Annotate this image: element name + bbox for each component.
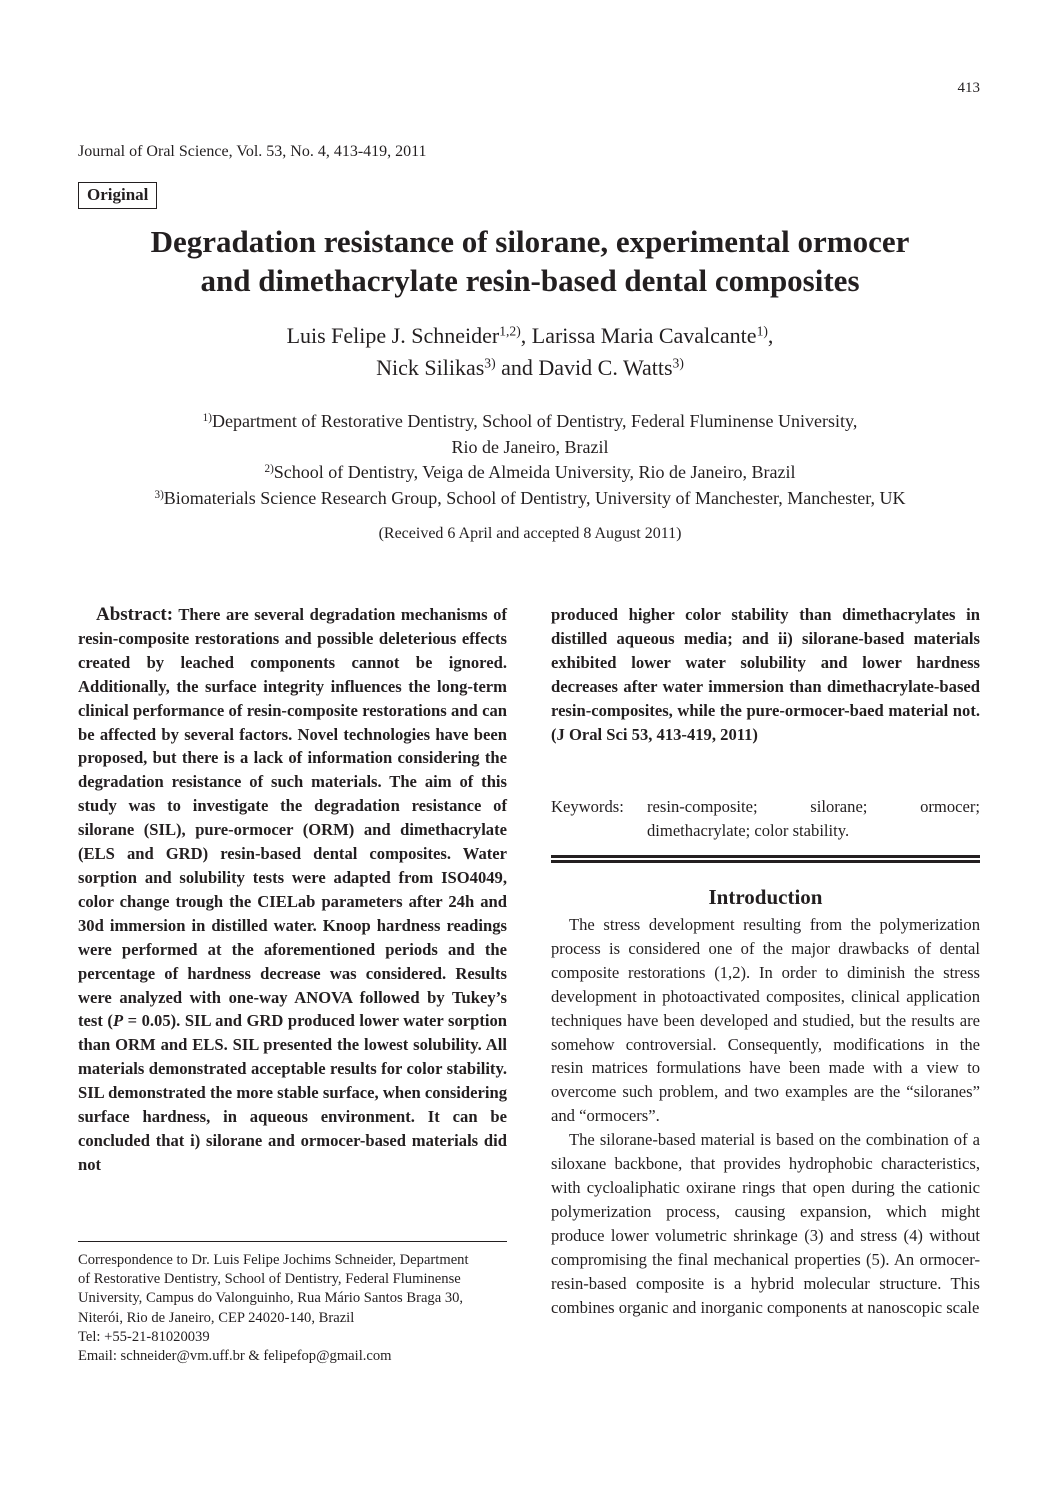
author-separator: ,	[767, 323, 774, 348]
author-line-2	[60, 352, 1000, 384]
author-line-1	[60, 320, 1000, 352]
affiliations	[60, 409, 1000, 511]
author-affiliation-mark: 1,2)	[499, 323, 521, 339]
correspondence-line: University, Campus do Valonguinho, Rua Mário Santos Braga 30,	[78, 1290, 464, 1307]
abstract-text-end: = 0.05). SIL and GRD produced lower water sorption than ORM and ELS. SIL presented the lowest solubility. All materials demonstrated acceptable results for color stability. SIL demonstrated the more stable surface, when considering surface hardness, in aqueous environment. It can be concluded that i) silorane and ormocer-based materials did not	[78, 1011, 507, 1174]
keywords-text: resin-composite; silorane; ormocer; dimethacrylate; color stability.	[647, 797, 980, 840]
introduction-paragraph: The stress development resulting from the polymerization process is considered one of the major drawbacks of dental composite restorations (1,2). In order to diminish the stress development in photoactivated composites, clinical application techniques have been developed and studied, but the results are somehow controversial. Consequently, modifications in the resin matrices formulations have been made with a view to overcome such problem, and two examples are the “siloranes” and “ormocers”.	[551, 915, 980, 1126]
section-divider	[551, 855, 980, 858]
section-divider	[551, 860, 980, 863]
correspondence-line: Niterói, Rio de Janeiro, CEP 24020-140, Brazil	[78, 1309, 355, 1326]
correspondence-email: Email: schneider@vm.uff.br & felipefop@gmail.com	[78, 1348, 392, 1365]
author-name: Larissa Maria Cavalcante	[531, 323, 757, 348]
keywords-block	[551, 795, 980, 843]
affiliation-mark: 1)	[202, 411, 212, 424]
author-separator: ,	[520, 323, 532, 348]
affiliation-mark: 3)	[154, 488, 164, 501]
correspondence-line: Correspondence to Dr. Luis Felipe Jochims Schneider, Department	[78, 1252, 469, 1268]
author-name: David C. Watts	[538, 355, 673, 380]
author-affiliation-mark: 3)	[672, 355, 684, 371]
affiliation-text: School of Dentistry, Veiga de Almeida University, Rio de Janeiro, Brazil	[273, 462, 796, 482]
affiliation-text: Biomaterials Science Research Group, School of Dentistry, University of Manchester, Manchester, UK	[163, 487, 906, 508]
affiliation-text: Department of Restorative Dentistry, School of Dentistry, Federal Fluminense University,	[211, 411, 858, 431]
footnote-divider	[78, 1241, 507, 1242]
author-affiliation-mark: 1)	[756, 323, 768, 339]
abstract-heading: Abstract:	[96, 604, 174, 625]
affiliation-2	[60, 460, 1000, 486]
affiliation-mark: 2)	[264, 462, 274, 475]
abstract-text: There are several degradation mechanisms of resin-composite restorations and possible deleterious effects created by leached components cannot be ignored. Additionally, the surface integrity influences the long-term clinical performance of resin-composite restorations and can be affected by several factors. Novel technologies have been proposed, but there is a lack of information considering the degradation resistance of such materials. The aim of this study was to investigate the degradation resistance of silorane (SIL), pure-ormocer (ORM) and dimethacrylate (ELS and GRD) resin-based dental composites. Water sorption and solubility tests were adapted from ISO4049, color change trough the CIELab parameters after 24h and 30d immersion in distilled water. Knoop hardness readings were performed at the aforementioned periods and the percentage of hardness decrease was considered. Results were analyzed with one-way ANOVA followed by Tukey’s test (	[78, 605, 507, 1031]
affiliation-1	[60, 409, 1000, 435]
paper-title	[60, 222, 1000, 300]
journal-reference: Journal of Oral Science, Vol. 53, No. 4, 413-419, 2011	[78, 143, 427, 160]
title-line-1: Degradation resistance of silorane, experimental ormocer	[150, 224, 910, 259]
author-affiliation-mark: 3)	[484, 355, 496, 371]
abstract-column-2: produced higher color stability than dimethacrylates in distilled aqueous media; and ii) silorane-based materials exhibited lower water solubility and lower hardness decreases after water immersion than dimethacrylate-based resin-composites, while the pure-ormocer-baed material not. (J Oral Sci 53, 413-419, 2011)	[551, 605, 980, 744]
introduction-paragraph: The silorane-based material is based on the combination of a siloxane backbone, that provides hydrophobic characteristics, with cycloaliphatic oxirane rings that open during the cationic polymerization process, causing expansion, which might produce lower volumetric shrinkage (3) and stress (4) without compromising the final mechanical properties (5). An ormocer-resin-based composite is a hybrid molecular structure. This combines organic and inorganic components at nanoscopic scale	[551, 1130, 980, 1317]
received-dates: (Received 6 April and accepted 8 August 2011)	[378, 525, 682, 542]
abstract-column-1	[78, 603, 507, 1177]
p-value-symbol: P	[112, 1011, 124, 1031]
introduction-body	[551, 913, 980, 1319]
author-name: Nick Silikas	[376, 355, 485, 380]
title-line-2: and dimethacrylate resin-based dental composites	[200, 263, 860, 298]
affiliation-1-cont: Rio de Janeiro, Brazil	[451, 436, 609, 457]
article-type-badge: Original	[78, 182, 157, 209]
author-separator: and	[495, 355, 539, 380]
author-list	[60, 320, 1000, 384]
correspondence-line: of Restorative Dentistry, School of Dentistry, Federal Fluminense	[78, 1271, 461, 1288]
correspondence-footnote	[78, 1251, 507, 1366]
author-name: Luis Felipe J. Schneider	[286, 323, 500, 348]
page-number: 413	[957, 80, 980, 96]
keywords-label: Keywords:	[551, 797, 624, 816]
affiliation-3	[60, 486, 1000, 512]
introduction-heading: Introduction	[708, 885, 823, 909]
correspondence-phone: Tel: +55-21-81020039	[78, 1328, 210, 1345]
